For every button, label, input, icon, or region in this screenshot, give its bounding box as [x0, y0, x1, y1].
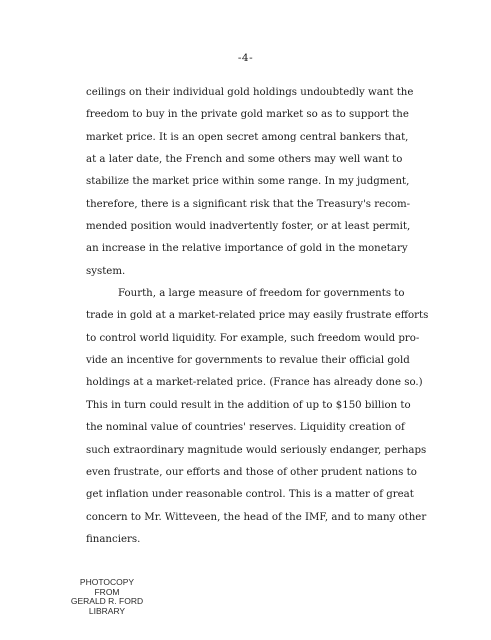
text-line: market price. It is an open secret among central bankers that, [86, 131, 409, 143]
text-line: financiers. [86, 533, 141, 545]
text-line: at a later date, the French and some others may well want to [86, 154, 403, 166]
photocopy-stamp [52, 578, 162, 616]
text-line: holdings at a market-related price. (France has already done so.) [86, 377, 423, 389]
text-line: therefore, there is a significant risk that the Treasury's recom- [86, 198, 411, 210]
stamp-line: GERALD R. FORD LIBRARY [70, 596, 144, 616]
text-line: This in turn could result in the addition of up to $150 billion to [86, 399, 411, 411]
text-line: vide an incentive for governments to revalue their official gold [86, 355, 410, 367]
text-line: the nominal value of countries' reserves. Liquidity creation of [86, 422, 405, 434]
text-line: trade in gold at a market-related price may easily frustrate efforts [86, 310, 429, 322]
text-line: mended position would inadvertently foster, or at least permit, [86, 221, 411, 233]
stamp-line: FROM [94, 586, 120, 597]
text-line: to control world liquidity. For example, such freedom would pro- [86, 332, 420, 344]
text-line: system. [86, 265, 126, 277]
text-line: get inflation under reasonable control. This is a matter of great [86, 489, 414, 501]
text-line: stabilize the market price within some range. In my judgment, [86, 176, 410, 188]
text-line: concern to Mr. Witteveen, the head of the IMF, and to many other [86, 511, 427, 523]
text-line: freedom to buy in the private gold market so as to support the [86, 109, 409, 121]
text-line: even frustrate, our efforts and those of other prudent nations to [86, 466, 417, 478]
stamp-line: PHOTOCOPY [79, 577, 135, 587]
text-line: such extraordinary magnitude would seriously endanger, perhaps [86, 444, 427, 456]
page-number: -4- [237, 52, 254, 64]
document-body [86, 82, 429, 551]
text-line: an increase in the relative importance of gold in the monetary [86, 243, 408, 255]
text-line: Fourth, a large measure of freedom for governments to [118, 288, 405, 300]
text-line: ceilings on their individual gold holdings undoubtedly want the [86, 87, 414, 98]
